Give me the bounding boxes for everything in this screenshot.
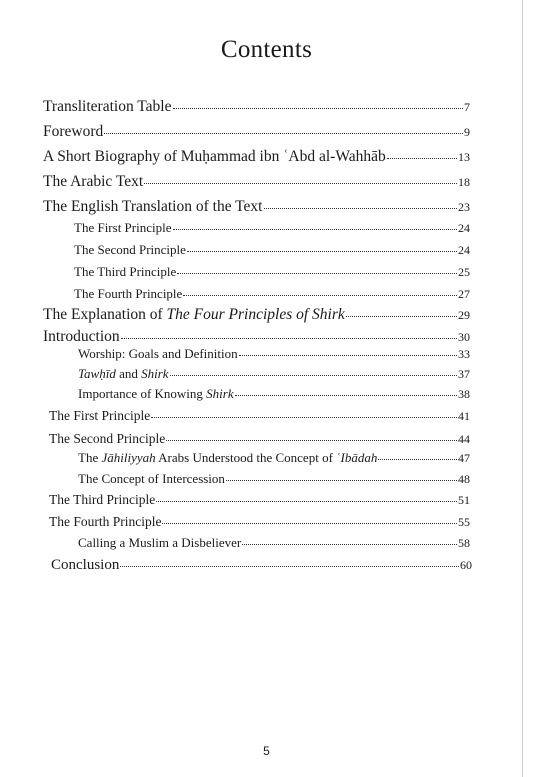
title-text: The Fourth Principle <box>49 514 162 529</box>
page-edge-line <box>522 0 523 777</box>
toc-entry <box>43 328 470 346</box>
toc-entry <box>49 492 470 508</box>
toc-page-number: 27 <box>458 287 470 301</box>
toc-entry-title <box>43 328 120 346</box>
toc-entry-title <box>49 431 165 447</box>
title-text: The Second Principle <box>74 242 186 257</box>
title-text: Transliteration Table <box>43 98 172 115</box>
toc-entry <box>51 557 472 574</box>
toc-entry <box>43 123 470 141</box>
italic-term: Jāhiliyyah <box>101 450 156 465</box>
toc-entry <box>74 264 470 280</box>
toc-entry <box>78 366 470 382</box>
toc-entry-title <box>74 242 186 258</box>
toc-page-number: 41 <box>458 409 470 423</box>
italic-term: Tawḥīd <box>78 366 116 381</box>
dot-leader <box>156 501 457 502</box>
title-text: The Third Principle <box>49 492 156 507</box>
toc-page-number: 33 <box>458 347 470 361</box>
toc-entry-title <box>51 557 119 574</box>
title-text: A Short Biography of Muḥammad ibn ʿAbd al-Wahhāb <box>43 148 386 165</box>
italic-term: Shirk <box>206 386 234 401</box>
dot-leader <box>264 208 458 209</box>
dot-leader <box>346 316 457 317</box>
toc-entry <box>43 198 470 216</box>
toc-entry-title <box>43 148 386 166</box>
toc-entry <box>78 386 470 402</box>
title-text: Conclusion <box>51 557 120 573</box>
dot-leader <box>104 133 463 134</box>
toc-page-number: 58 <box>458 536 470 550</box>
page-number: 5 <box>263 744 270 758</box>
toc-entry-title <box>49 514 161 530</box>
toc-entry-title <box>78 386 234 402</box>
title-text: The Arabic Text <box>43 173 144 190</box>
toc-entry <box>49 514 470 530</box>
dot-leader <box>162 523 457 524</box>
toc-entry-title <box>78 366 169 382</box>
dot-leader <box>378 459 457 460</box>
title-text: The Concept of Intercession <box>78 471 225 486</box>
dot-leader <box>226 480 457 481</box>
dot-leader <box>387 158 457 159</box>
dot-leader <box>239 355 457 356</box>
toc-entry-title <box>74 286 182 302</box>
toc-page-number: 24 <box>458 243 470 257</box>
title-text: Arabs Understood the Concept of <box>155 450 337 465</box>
dot-leader <box>183 295 457 296</box>
dot-leader <box>242 544 457 545</box>
toc-entry <box>78 450 470 466</box>
toc-entry <box>78 471 470 487</box>
toc-entry <box>74 220 470 236</box>
page-title: Contents <box>220 36 313 63</box>
title-text: The Fourth Principle <box>74 286 183 301</box>
toc-page-number: 9 <box>464 125 470 139</box>
italic-term: ʿIbādah <box>336 450 378 465</box>
toc-page-number: 44 <box>458 432 470 446</box>
dot-leader <box>120 566 459 567</box>
toc-page-number: 30 <box>458 330 470 344</box>
toc-entry <box>74 242 470 258</box>
title-text: The <box>78 450 102 465</box>
toc-page-number: 24 <box>458 221 470 235</box>
toc-page-number: 60 <box>460 558 472 572</box>
toc-entry <box>78 535 470 551</box>
toc-entry <box>78 346 470 362</box>
toc-entry-title <box>43 306 345 324</box>
toc-entry <box>49 408 470 424</box>
toc-entry-title <box>43 123 103 141</box>
dot-leader <box>170 375 457 376</box>
toc-entry-title <box>49 492 155 508</box>
toc-page-number: 38 <box>458 387 470 401</box>
toc-entry-title <box>43 173 143 191</box>
toc-page-number: 55 <box>458 515 470 529</box>
italic-term: Shirk <box>141 366 169 381</box>
toc-entry-title <box>78 346 238 362</box>
toc-page-number: 18 <box>458 175 470 189</box>
dot-leader <box>144 183 457 184</box>
title-text: Calling a Muslim a Disbeliever <box>78 535 242 550</box>
title-text: The Third Principle <box>74 264 177 279</box>
toc-page-number: 48 <box>458 472 470 486</box>
toc-entry <box>43 306 470 324</box>
toc-page-number: 51 <box>458 493 470 507</box>
toc-entry <box>43 148 470 166</box>
toc-page-number: 7 <box>464 100 470 114</box>
title-text: The English Translation of the Text <box>43 198 263 215</box>
toc-entry-title <box>49 408 150 424</box>
toc-page-number: 29 <box>458 308 470 322</box>
dot-leader <box>173 108 464 109</box>
toc-entry <box>43 173 470 191</box>
toc-entry-title <box>78 535 241 551</box>
toc-entry <box>49 431 470 447</box>
toc-page-number: 25 <box>458 265 470 279</box>
toc-page-number: 47 <box>458 451 470 465</box>
title-text: Importance of Knowing <box>78 386 207 401</box>
toc-entry-title <box>74 220 172 236</box>
dot-leader <box>177 273 457 274</box>
title-text: Introduction <box>43 328 120 345</box>
toc-entry <box>74 286 470 302</box>
title-text: Foreword <box>43 123 104 140</box>
toc-page-number: 13 <box>458 150 470 164</box>
dot-leader <box>235 395 457 396</box>
title-text: The First Principle <box>74 220 172 235</box>
title-text: The Second Principle <box>49 431 166 446</box>
toc-entry-title <box>43 98 172 116</box>
toc-entry <box>43 98 470 116</box>
dot-leader <box>173 229 458 230</box>
toc-page-number: 23 <box>458 200 470 214</box>
toc-entry-title <box>78 471 225 487</box>
toc-entry-title <box>43 198 263 216</box>
dot-leader <box>121 338 457 339</box>
title-text: The Explanation of <box>43 306 167 323</box>
toc-page-number: 37 <box>458 367 470 381</box>
dot-leader <box>151 417 457 418</box>
toc-entry-title <box>78 450 377 466</box>
title-text: The First Principle <box>49 408 151 423</box>
italic-term: The Four Principles of Shirk <box>166 306 345 323</box>
title-text: Worship: Goals and Definition <box>78 346 238 361</box>
title-text: and <box>115 366 142 381</box>
toc-entry-title <box>74 264 176 280</box>
dot-leader <box>187 251 457 252</box>
dot-leader <box>166 440 457 441</box>
